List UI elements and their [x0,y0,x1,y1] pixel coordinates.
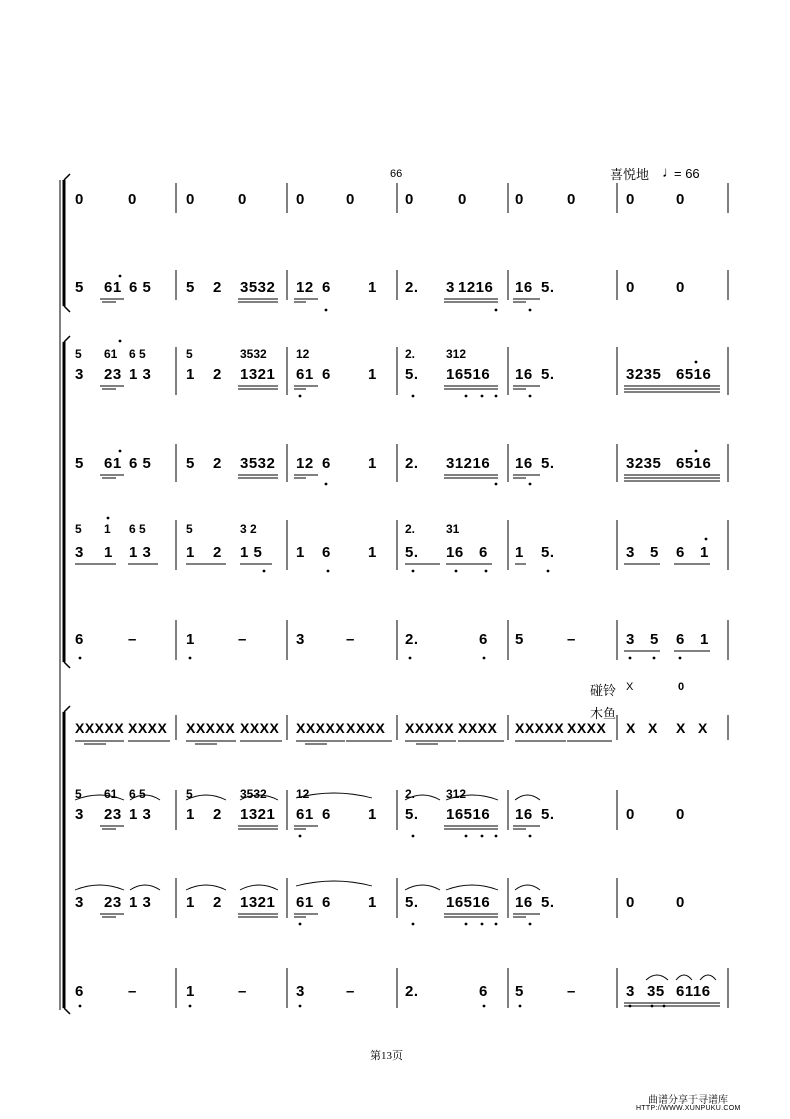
note: 3532 [240,279,276,296]
percussion-note: X [648,720,658,736]
note: 2. [405,983,419,1000]
page-number: 第13页 [370,1050,403,1062]
note: 0 [515,191,524,208]
slur [240,885,278,890]
note: 1 [104,544,113,561]
octave-dot [495,923,498,926]
octave-dot [495,395,498,398]
note: 5 [75,455,84,472]
octave-dot [119,275,122,278]
note: 5 [75,279,84,296]
octave-dot [529,395,532,398]
octave-dot [547,570,550,573]
note: 6 [479,631,488,648]
note: 3 [75,544,84,561]
note: 16 [515,806,533,823]
percussion-note: XXXX [458,720,498,736]
note: 1 3 [129,894,152,911]
octave-dot [189,1005,192,1008]
slur [296,881,372,886]
note: 1 3 [129,366,152,383]
measure-number: 66 [390,168,403,180]
percussion-note: XXXX [346,720,386,736]
note: 2 [213,894,222,911]
octave-dot [495,835,498,838]
note: 6 [322,894,331,911]
percussion-note: XXXXX [75,720,125,736]
note: 2. [405,787,416,801]
note: 3 [446,279,455,296]
note: 16 [515,455,533,472]
octave-dot [465,395,468,398]
note: 16516 [446,894,491,911]
note: 1 [186,366,195,383]
note: 6 [322,806,331,823]
octave-dot [529,835,532,838]
octave-dot [519,1005,522,1008]
note: 6 5 [129,455,152,472]
octave-dot [325,309,328,312]
note: 5 [650,631,659,648]
octave-dot [299,835,302,838]
note: 6116 [676,983,711,1000]
note: 0 [676,806,685,823]
octave-dot [412,835,415,838]
note: 12 [296,787,310,801]
percussion-note: XXXXX [186,720,236,736]
octave-dot [653,657,656,660]
note: 2. [405,455,419,472]
note: 2 [213,279,222,296]
octave-dot [325,483,328,486]
octave-dot [629,657,632,660]
note: 12 [296,279,314,296]
note: 6 [322,366,331,383]
octave-dot [483,657,486,660]
note: – [238,983,247,1000]
note: – [346,631,355,648]
watermark-url: HTTP://WWW.XUNPUKU.COM [636,1105,741,1112]
slur [646,975,668,980]
note: 3235 [626,455,662,472]
note: – [128,631,137,648]
note: 61 [296,806,314,823]
note: 1 [368,366,377,383]
note: 3 2 [240,522,257,536]
note: 3 [296,983,305,1000]
note: 5 [186,522,193,536]
note: 6 5 [129,347,146,361]
note: 61 [104,347,118,361]
note: 1216 [458,279,494,296]
note: 31 [446,522,460,536]
note: 6 [676,631,685,648]
note: 0 [676,894,685,911]
note: 16516 [446,366,491,383]
percussion-note: XXXX [240,720,280,736]
note: 16 [515,279,533,296]
note: 3 [626,544,635,561]
note: 5. [541,806,555,823]
note: 0 [186,191,195,208]
note: 6 [479,983,488,1000]
octave-dot [695,361,698,364]
percussion-note: XXXXX [515,720,565,736]
octave-dot [299,395,302,398]
note: 5. [541,455,555,472]
note: 6 [322,279,331,296]
note: 1321 [240,806,276,823]
octave-dot [529,923,532,926]
note: 23 [104,806,122,823]
note: 1 [700,631,709,648]
note: 5 [650,544,659,561]
note: 5 [75,787,82,801]
note: 6 [479,544,488,561]
watermark-title: 曲谱分享于寻谱库 [648,1095,728,1106]
note: 23 [104,894,122,911]
note: 6 [322,455,331,472]
note: 6 5 [129,787,146,801]
octave-dot [481,923,484,926]
note: 5. [405,544,419,561]
note: 16 [446,544,464,561]
note: 6 5 [129,522,146,536]
note: 0 [626,279,635,296]
note: 23 [104,366,122,383]
note: 1 [368,894,377,911]
note: 6 [75,983,84,1000]
octave-dot [679,657,682,660]
octave-dot [695,450,698,453]
octave-dot [529,309,532,312]
note: 5. [405,806,419,823]
octave-dot [263,570,266,573]
percussion-note: X [698,720,708,736]
tempo-marking: 喜悦地 [610,167,650,182]
octave-dot [299,923,302,926]
slur [75,885,124,890]
note: 0 [405,191,414,208]
note: 3 [626,983,635,1000]
note: 3532 [240,455,276,472]
note: 5. [541,894,555,911]
note: 1 [368,806,377,823]
tempo-value: = 66 [674,166,700,181]
note: 6 [322,544,331,561]
note: 6 [75,631,84,648]
note: 3532 [240,787,267,801]
quarter-note-icon: ♩ [662,164,677,181]
octave-dot [409,657,412,660]
note: 3 [75,894,84,911]
note: – [346,983,355,1000]
octave-dot [495,483,498,486]
note: 61 [104,455,122,472]
note: 1 3 [129,544,152,561]
note: 0 [296,191,305,208]
octave-dot [299,1005,302,1008]
note: – [128,983,137,1000]
note: 1321 [240,894,276,911]
note: 5 [515,631,524,648]
note: 5. [405,894,419,911]
note: 2. [405,279,419,296]
note: 1 [515,544,524,561]
octave-dot [455,570,458,573]
octave-dot [465,923,468,926]
note: – [567,983,576,1000]
percussion-note: XXXXX [405,720,455,736]
system-2-bracket-cap [64,662,70,668]
system-1-bracket-cap [64,174,70,180]
octave-dot [485,570,488,573]
note: – [567,631,576,648]
note: 0 [626,806,635,823]
octave-dot [705,538,708,541]
note: – [238,631,247,648]
note: 1 [186,983,195,1000]
note: 5 [515,983,524,1000]
octave-dot [327,570,330,573]
note: 5 [186,279,195,296]
note: 3 [626,631,635,648]
note: 312 [446,347,467,361]
note: 3 [75,806,84,823]
note: 1 [368,455,377,472]
octave-dot [481,395,484,398]
instrument-label-pengling: 碰铃 [590,683,617,698]
note: 31216 [446,455,491,472]
note: 61 [104,279,122,296]
note: 16 [515,366,533,383]
slur [446,885,498,890]
note: 2 [213,455,222,472]
note: 1 [186,894,195,911]
note: 5 [186,455,195,472]
note: 12 [296,455,314,472]
note: 1 [186,544,195,561]
note: 1 [700,544,709,561]
system-3-bracket-cap [64,706,70,712]
note: 1 3 [129,806,152,823]
note: 0 [75,191,84,208]
percussion-note: X [676,720,686,736]
slur [700,975,716,980]
note: 5 [186,347,193,361]
note: 35 [647,983,665,1000]
note: 61 [104,787,118,801]
note: 5 [75,347,82,361]
octave-dot [495,309,498,312]
note: 1 [104,522,111,536]
octave-dot [412,395,415,398]
note: 1 [368,279,377,296]
note: 0 [128,191,137,208]
system-1-bracket-cap [64,306,70,312]
octave-dot [107,517,110,520]
octave-dot [119,450,122,453]
octave-dot [189,657,192,660]
octave-dot [483,1005,486,1008]
note: 6516 [676,366,712,383]
note: 5 [186,787,193,801]
note: 61 [296,894,314,911]
octave-dot [412,923,415,926]
slur [515,885,540,890]
note: 1321 [240,366,276,383]
note: 16 [515,894,533,911]
instrument-label-muyu: 木鱼 [590,706,617,721]
note: 1 [186,631,195,648]
octave-dot [481,835,484,838]
note: 0 [238,191,247,208]
percussion-note: XXXXX [296,720,346,736]
note: 3235 [626,366,662,383]
note: 1 [186,806,195,823]
note: 2. [405,522,416,536]
note: 5. [405,366,419,383]
octave-dot [79,1005,82,1008]
note: 2 [213,806,222,823]
note: 2. [405,631,419,648]
note: 0 [458,191,467,208]
note: 16516 [446,806,491,823]
pengling-rest: 0 [678,681,685,693]
note: 0 [626,894,635,911]
octave-dot [465,835,468,838]
note: 0 [626,191,635,208]
octave-dot [412,570,415,573]
slur [186,885,226,890]
octave-dot [119,340,122,343]
note: 2 [213,544,222,561]
percussion-note: XXXX [128,720,168,736]
note: 0 [567,191,576,208]
note: 2. [405,347,416,361]
slur [515,795,540,800]
note: 1 [296,544,305,561]
note: 2 [213,366,222,383]
note: 3 [296,631,305,648]
note: 5. [541,544,555,561]
slur [130,885,160,890]
note: 12 [296,347,310,361]
pengling-pattern: X [626,681,634,693]
percussion-note: X [626,720,636,736]
note: 5. [541,366,555,383]
note: 61 [296,366,314,383]
note: 1 5 [240,544,263,561]
note: 3 [75,366,84,383]
note: 6 [676,544,685,561]
note: 0 [676,279,685,296]
note: 6516 [676,455,712,472]
note: 3532 [240,347,267,361]
note: 1 [368,544,377,561]
note: 6 5 [129,279,152,296]
system-2-bracket-cap [64,336,70,342]
note: 312 [446,787,467,801]
note: 0 [676,191,685,208]
octave-dot [79,657,82,660]
percussion-note: XXXX [567,720,607,736]
slur [405,885,440,890]
slur [676,975,692,980]
note: 5. [541,279,555,296]
note: 5 [75,522,82,536]
system-3-bracket-cap [64,1008,70,1014]
note: 0 [346,191,355,208]
octave-dot [529,483,532,486]
